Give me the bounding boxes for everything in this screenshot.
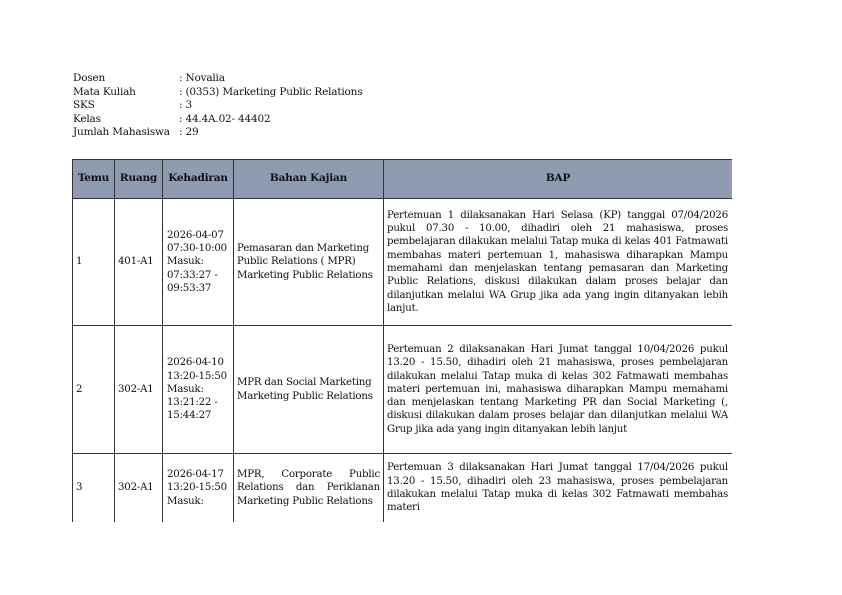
cell-ruang: 302-A1 [115,454,163,523]
table-row [73,454,733,523]
info-row-jumlah-mahasiswa [73,126,362,140]
cell-temu: 3 [73,454,115,523]
cell-ruang: 401-A1 [115,199,163,326]
cell-bahan-kajian: Pemasaran dan Marketing Public Relations ( MPR) Marketing Public Relations [234,199,384,326]
info-value: : (0353) Marketing Public Relations [179,85,363,98]
header-temu: Temu [73,160,115,199]
cell-bap: Pertemuan 3 dilaksanakan Hari Jumat tanggal 17/04/2026 pukul 13.20 - 15.50, dihadiri oleh 23 mahasiswa, proses pembelajaran dilakukan melalui Tatap muka di kelas 302 Fatmawati membahas materi [384,454,733,523]
kehadiran-text: 2026-04-10 13:20-15:50 Masuk: 13:21:22 - 15:44:27 [167,357,227,422]
info-row-dosen [73,72,362,86]
info-label: SKS [73,99,95,112]
info-value: : 44.4A.02- 44402 [179,112,271,125]
table-row [73,326,733,454]
info-row-mata-kuliah [73,86,362,100]
info-value: : 3 [179,99,192,112]
course-info [73,72,362,140]
info-row-sks [73,99,362,113]
cell-bahan-kajian: MPR, Corporate Public Relations dan Periklanan Marketing Public Relations [234,454,384,523]
header-bahan-kajian: Bahan Kajian [234,160,384,199]
kehadiran-text: 2026-04-07 07:30-10:00 Masuk: 07:33:27 - 09:53:37 [167,229,227,294]
info-label: Mata Kuliah [73,85,136,98]
cell-bap: Pertemuan 1 dilaksanakan Hari Selasa (KP) tanggal 07/04/2026 pukul 07.30 - 10.00, dihadiri oleh 21 mahasiswa, proses pembelajaran dilakukan melalui Tatap muka di kelas 401 Fatmawati membahas materi pertemuan 1, mahasiswa diharapkan Mampu memahami dan menjelaskan tentang pemasaran dan Marketing Public Relations, diskusi dilakukan dalam proses belajar dan dilanjutkan melalui WA Grup jika ada yang ingin ditanyakan lebih lanjut. [384,199,733,326]
info-label: Kelas [73,112,101,125]
cell-ruang: 302-A1 [115,326,163,454]
cell-bahan-kajian: MPR dan Social Marketing Marketing Public Relations [234,326,384,454]
header-ruang: Ruang [115,160,163,199]
table-row [73,199,733,326]
cell-kehadiran [163,454,234,523]
kehadiran-text: 2026-04-17 13:20-15:50 Masuk: [167,469,227,507]
info-label: Dosen [73,72,106,84]
cell-temu: 1 [73,199,115,326]
attendance-table-container [72,159,732,522]
info-value: : Novalia [179,72,225,84]
cell-kehadiran [163,199,234,326]
info-value: : 29 [179,126,199,139]
header-kehadiran: Kehadiran [163,160,234,199]
attendance-table [72,159,732,522]
info-row-kelas [73,113,362,127]
cell-temu: 2 [73,326,115,454]
cell-kehadiran [163,326,234,454]
info-label: Jumlah Mahasiswa [73,126,170,139]
cell-bap: Pertemuan 2 dilaksanakan Hari Jumat tanggal 10/04/2026 pukul 13.20 - 15.50, dihadiri oleh 21 mahasiswa, proses pembelajaran dilakukan melalui Tatap muka di kelas 302 Fatmawati membahas materi pertemuan ini, mahasiswa diharapkan Mampu memahami dan menjelaskan tentang Marketing PR dan Social Marketing (, diskusi dilakukan dalam proses belajar dan dilanjutkan melalui WA Grup jika ada yang ingin ditanyakan lebih lanjut [384,326,733,454]
table-header-row [73,160,733,199]
header-bap: BAP [384,160,733,199]
